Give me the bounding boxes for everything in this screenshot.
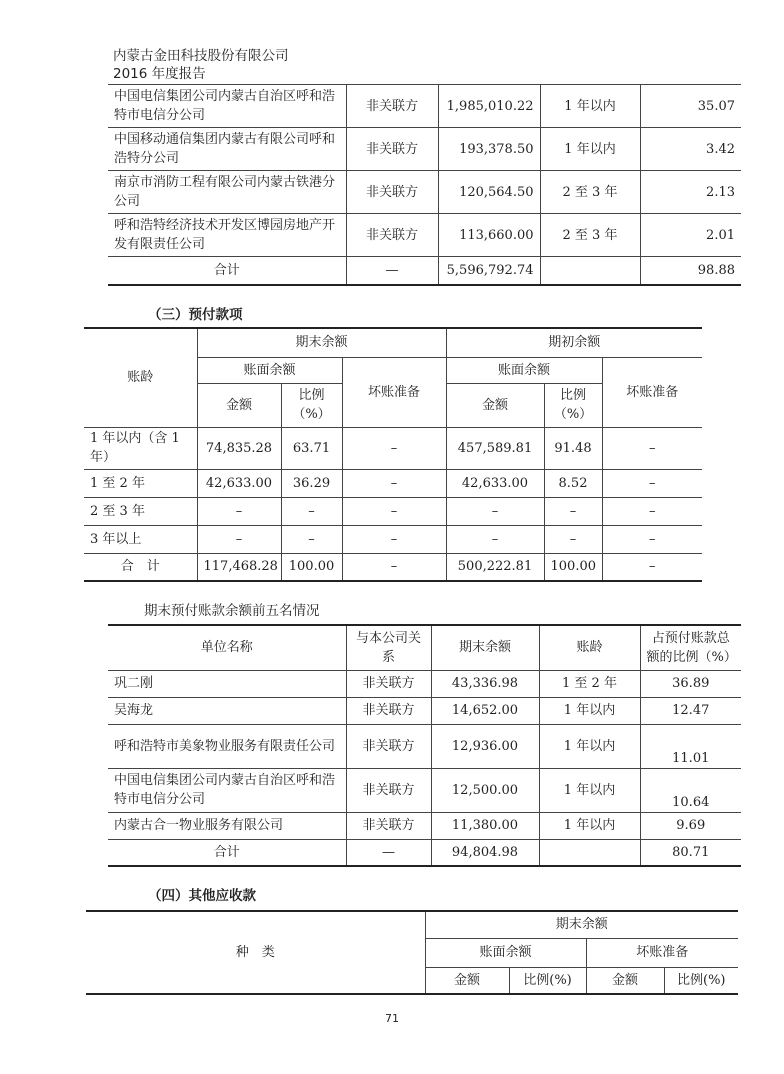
table-row bbox=[108, 812, 741, 839]
total-age bbox=[539, 839, 640, 866]
table-row bbox=[84, 497, 702, 525]
end-amount-cell: 74,835.28 bbox=[197, 427, 281, 469]
end-bad-cell: – bbox=[342, 469, 446, 497]
age-cell: 1 年以内 bbox=[539, 812, 640, 839]
age-cell: 1 年以内 bbox=[539, 697, 640, 724]
top5-age-header: 账龄 bbox=[539, 625, 640, 670]
age-cell: 3 年以上 bbox=[84, 525, 197, 553]
ratio-cell: 3.42 bbox=[640, 128, 741, 171]
total-ratio: 98.88 bbox=[640, 257, 741, 285]
relation-cell: 非关联方 bbox=[346, 812, 431, 839]
begin-amount-cell: 457,589.81 bbox=[446, 427, 544, 469]
section4-title: （四）其他应收款 bbox=[148, 888, 256, 904]
begin-amount-cell: 42,633.00 bbox=[446, 469, 544, 497]
s4-end-header: 期末余额 bbox=[425, 911, 738, 938]
top5-ratio-header: 占预付账款总额的比例（%） bbox=[640, 625, 741, 670]
receivables-top-table bbox=[108, 84, 741, 286]
prepayment-aging-table bbox=[84, 327, 702, 582]
end-balance-header: 期末余额 bbox=[197, 328, 446, 357]
amount-cell: 193,378.50 bbox=[438, 128, 540, 171]
begin-ratio-header: 比例 （%） bbox=[544, 383, 602, 427]
age-cell: 合 计 bbox=[84, 553, 197, 581]
company-name-cell: 内蒙古合一物业服务有限公司 bbox=[108, 812, 346, 839]
relation-cell: 非关联方 bbox=[346, 768, 431, 812]
ratio-cell: 35.07 bbox=[640, 85, 741, 128]
begin-bad-cell: – bbox=[602, 525, 702, 553]
end-ratio-cell: – bbox=[281, 497, 342, 525]
begin-amount-cell: – bbox=[446, 525, 544, 553]
begin-amount-cell: – bbox=[446, 497, 544, 525]
s4-bad-amount-header: 金额 bbox=[586, 967, 664, 994]
company-name-cell: 中国电信集团公司内蒙古自治区呼和浩特市电信分公司 bbox=[108, 768, 346, 812]
relation-cell: 非关联方 bbox=[346, 171, 438, 214]
company-name-cell: 吴海龙 bbox=[108, 697, 346, 724]
end-bad-cell: – bbox=[342, 427, 446, 469]
section3-title: （三）预付款项 bbox=[148, 307, 243, 323]
ratio-cell: 2.13 bbox=[640, 171, 741, 214]
ratio-cell: 36.89 bbox=[640, 670, 741, 697]
ratio-cell: 2.01 bbox=[640, 214, 741, 257]
page-number: 71 bbox=[385, 1012, 399, 1025]
company-name-cell: 呼和浩特市美象物业服务有限责任公司 bbox=[108, 724, 346, 768]
age-cell: 2 至 3 年 bbox=[540, 214, 640, 257]
end-ratio-cell: – bbox=[281, 525, 342, 553]
age-cell: 2 至 3 年 bbox=[84, 497, 197, 525]
age-cell: 1 年以内 bbox=[539, 724, 640, 768]
table-row bbox=[108, 670, 741, 697]
age-cell: 1 至 2 年 bbox=[84, 469, 197, 497]
end-bad-cell: – bbox=[342, 553, 446, 581]
end-amount-cell: – bbox=[197, 525, 281, 553]
ratio-cell: 11.01 bbox=[640, 724, 741, 768]
begin-amount-header: 金额 bbox=[446, 383, 544, 427]
top5-name-header: 单位名称 bbox=[108, 625, 346, 670]
company-name-cell: 中国移动通信集团内蒙古有限公司呼和浩特分公司 bbox=[108, 128, 346, 171]
top5-relation-header: 与本公司关系 bbox=[346, 625, 431, 670]
company-name-cell: 中国电信集团公司内蒙古自治区呼和浩特市电信分公司 bbox=[108, 85, 346, 128]
begin-bad-header: 坏账准备 bbox=[602, 357, 702, 427]
s4-bad-ratio-header: 比例(%) bbox=[664, 967, 738, 994]
amount-cell: 1,985,010.22 bbox=[438, 85, 540, 128]
top5-amount-header: 期末余额 bbox=[431, 625, 539, 670]
table-row bbox=[84, 469, 702, 497]
s4-book-ratio-header: 比例(%) bbox=[509, 967, 586, 994]
table-row bbox=[84, 427, 702, 469]
amount-cell: 43,336.98 bbox=[431, 670, 539, 697]
begin-ratio-cell: 100.00 bbox=[544, 553, 602, 581]
total-row bbox=[84, 553, 702, 581]
total-label: 合计 bbox=[108, 839, 346, 866]
end-bad-header: 坏账准备 bbox=[342, 357, 446, 427]
total-age bbox=[540, 257, 640, 285]
amount-cell: 12,500.00 bbox=[431, 768, 539, 812]
end-amount-cell: 42,633.00 bbox=[197, 469, 281, 497]
ratio-cell: 12.47 bbox=[640, 697, 741, 724]
begin-bad-cell: – bbox=[602, 469, 702, 497]
total-label: 合计 bbox=[108, 257, 346, 285]
begin-balance-header: 期初余额 bbox=[446, 328, 702, 357]
prepayment-top5-table bbox=[108, 624, 741, 867]
begin-ratio-cell: – bbox=[544, 525, 602, 553]
relation-cell: 非关联方 bbox=[346, 670, 431, 697]
relation-cell: 非关联方 bbox=[346, 214, 438, 257]
begin-ratio-cell: 8.52 bbox=[544, 469, 602, 497]
top5-caption: 期末预付账款余额前五名情况 bbox=[144, 603, 320, 619]
s4-bad-header: 坏账准备 bbox=[586, 938, 738, 967]
table-row bbox=[108, 128, 741, 171]
begin-bad-cell: – bbox=[602, 427, 702, 469]
company-name: 内蒙古金田科技股份有限公司 bbox=[113, 48, 289, 64]
other-receivables-table bbox=[86, 910, 738, 995]
age-cell: 1 年以内 bbox=[540, 85, 640, 128]
relation-cell: 非关联方 bbox=[346, 85, 438, 128]
amount-cell: 120,564.50 bbox=[438, 171, 540, 214]
begin-ratio-cell: 91.48 bbox=[544, 427, 602, 469]
age-cell: 1 年以内 bbox=[539, 768, 640, 812]
end-bad-cell: – bbox=[342, 497, 446, 525]
end-book-header: 账面余额 bbox=[197, 357, 342, 383]
begin-bad-cell: – bbox=[602, 553, 702, 581]
table-row bbox=[108, 171, 741, 214]
total-relation: — bbox=[346, 839, 431, 866]
company-name-cell: 呼和浩特经济技术开发区博园房地产开发有限责任公司 bbox=[108, 214, 346, 257]
total-amount: 94,804.98 bbox=[431, 839, 539, 866]
amount-cell: 11,380.00 bbox=[431, 812, 539, 839]
company-name-cell: 巩二刚 bbox=[108, 670, 346, 697]
age-cell: 1 至 2 年 bbox=[539, 670, 640, 697]
relation-cell: 非关联方 bbox=[346, 697, 431, 724]
table-row bbox=[108, 724, 741, 768]
table-row bbox=[84, 525, 702, 553]
begin-amount-cell: 500,222.81 bbox=[446, 553, 544, 581]
age-cell: 1 年以内 bbox=[540, 128, 640, 171]
age-cell: 2 至 3 年 bbox=[540, 171, 640, 214]
end-ratio-cell: 100.00 bbox=[281, 553, 342, 581]
relation-cell: 非关联方 bbox=[346, 724, 431, 768]
s4-book-amount-header: 金额 bbox=[425, 967, 509, 994]
table-row bbox=[108, 214, 741, 257]
s4-book-header: 账面余额 bbox=[425, 938, 586, 967]
table-row bbox=[108, 85, 741, 128]
ratio-cell: 10.64 bbox=[640, 768, 741, 812]
amount-cell: 12,936.00 bbox=[431, 724, 539, 768]
total-amount: 5,596,792.74 bbox=[438, 257, 540, 285]
relation-cell: 非关联方 bbox=[346, 128, 438, 171]
table-row bbox=[108, 697, 741, 724]
begin-bad-cell: – bbox=[602, 497, 702, 525]
total-row bbox=[108, 257, 741, 285]
end-amount-header: 金额 bbox=[197, 383, 281, 427]
company-name-cell: 南京市消防工程有限公司内蒙古铁港分公司 bbox=[108, 171, 346, 214]
end-bad-cell: – bbox=[342, 525, 446, 553]
total-row bbox=[108, 839, 741, 866]
col-age-header: 账龄 bbox=[84, 328, 197, 427]
amount-cell: 14,652.00 bbox=[431, 697, 539, 724]
end-ratio-header: 比例 （%） bbox=[281, 383, 342, 427]
begin-ratio-cell: – bbox=[544, 497, 602, 525]
begin-book-header: 账面余额 bbox=[446, 357, 602, 383]
ratio-cell: 9.69 bbox=[640, 812, 741, 839]
age-cell: 1 年以内（含 1 年） bbox=[84, 427, 197, 469]
table-row bbox=[108, 768, 741, 812]
end-ratio-cell: 63.71 bbox=[281, 427, 342, 469]
end-ratio-cell: 36.29 bbox=[281, 469, 342, 497]
total-ratio: 80.71 bbox=[640, 839, 741, 866]
kind-header: 种 类 bbox=[86, 911, 425, 994]
end-amount-cell: 117,468.28 bbox=[197, 553, 281, 581]
amount-cell: 113,660.00 bbox=[438, 214, 540, 257]
report-title: 2016 年度报告 bbox=[113, 66, 206, 82]
end-amount-cell: – bbox=[197, 497, 281, 525]
total-relation: — bbox=[346, 257, 438, 285]
